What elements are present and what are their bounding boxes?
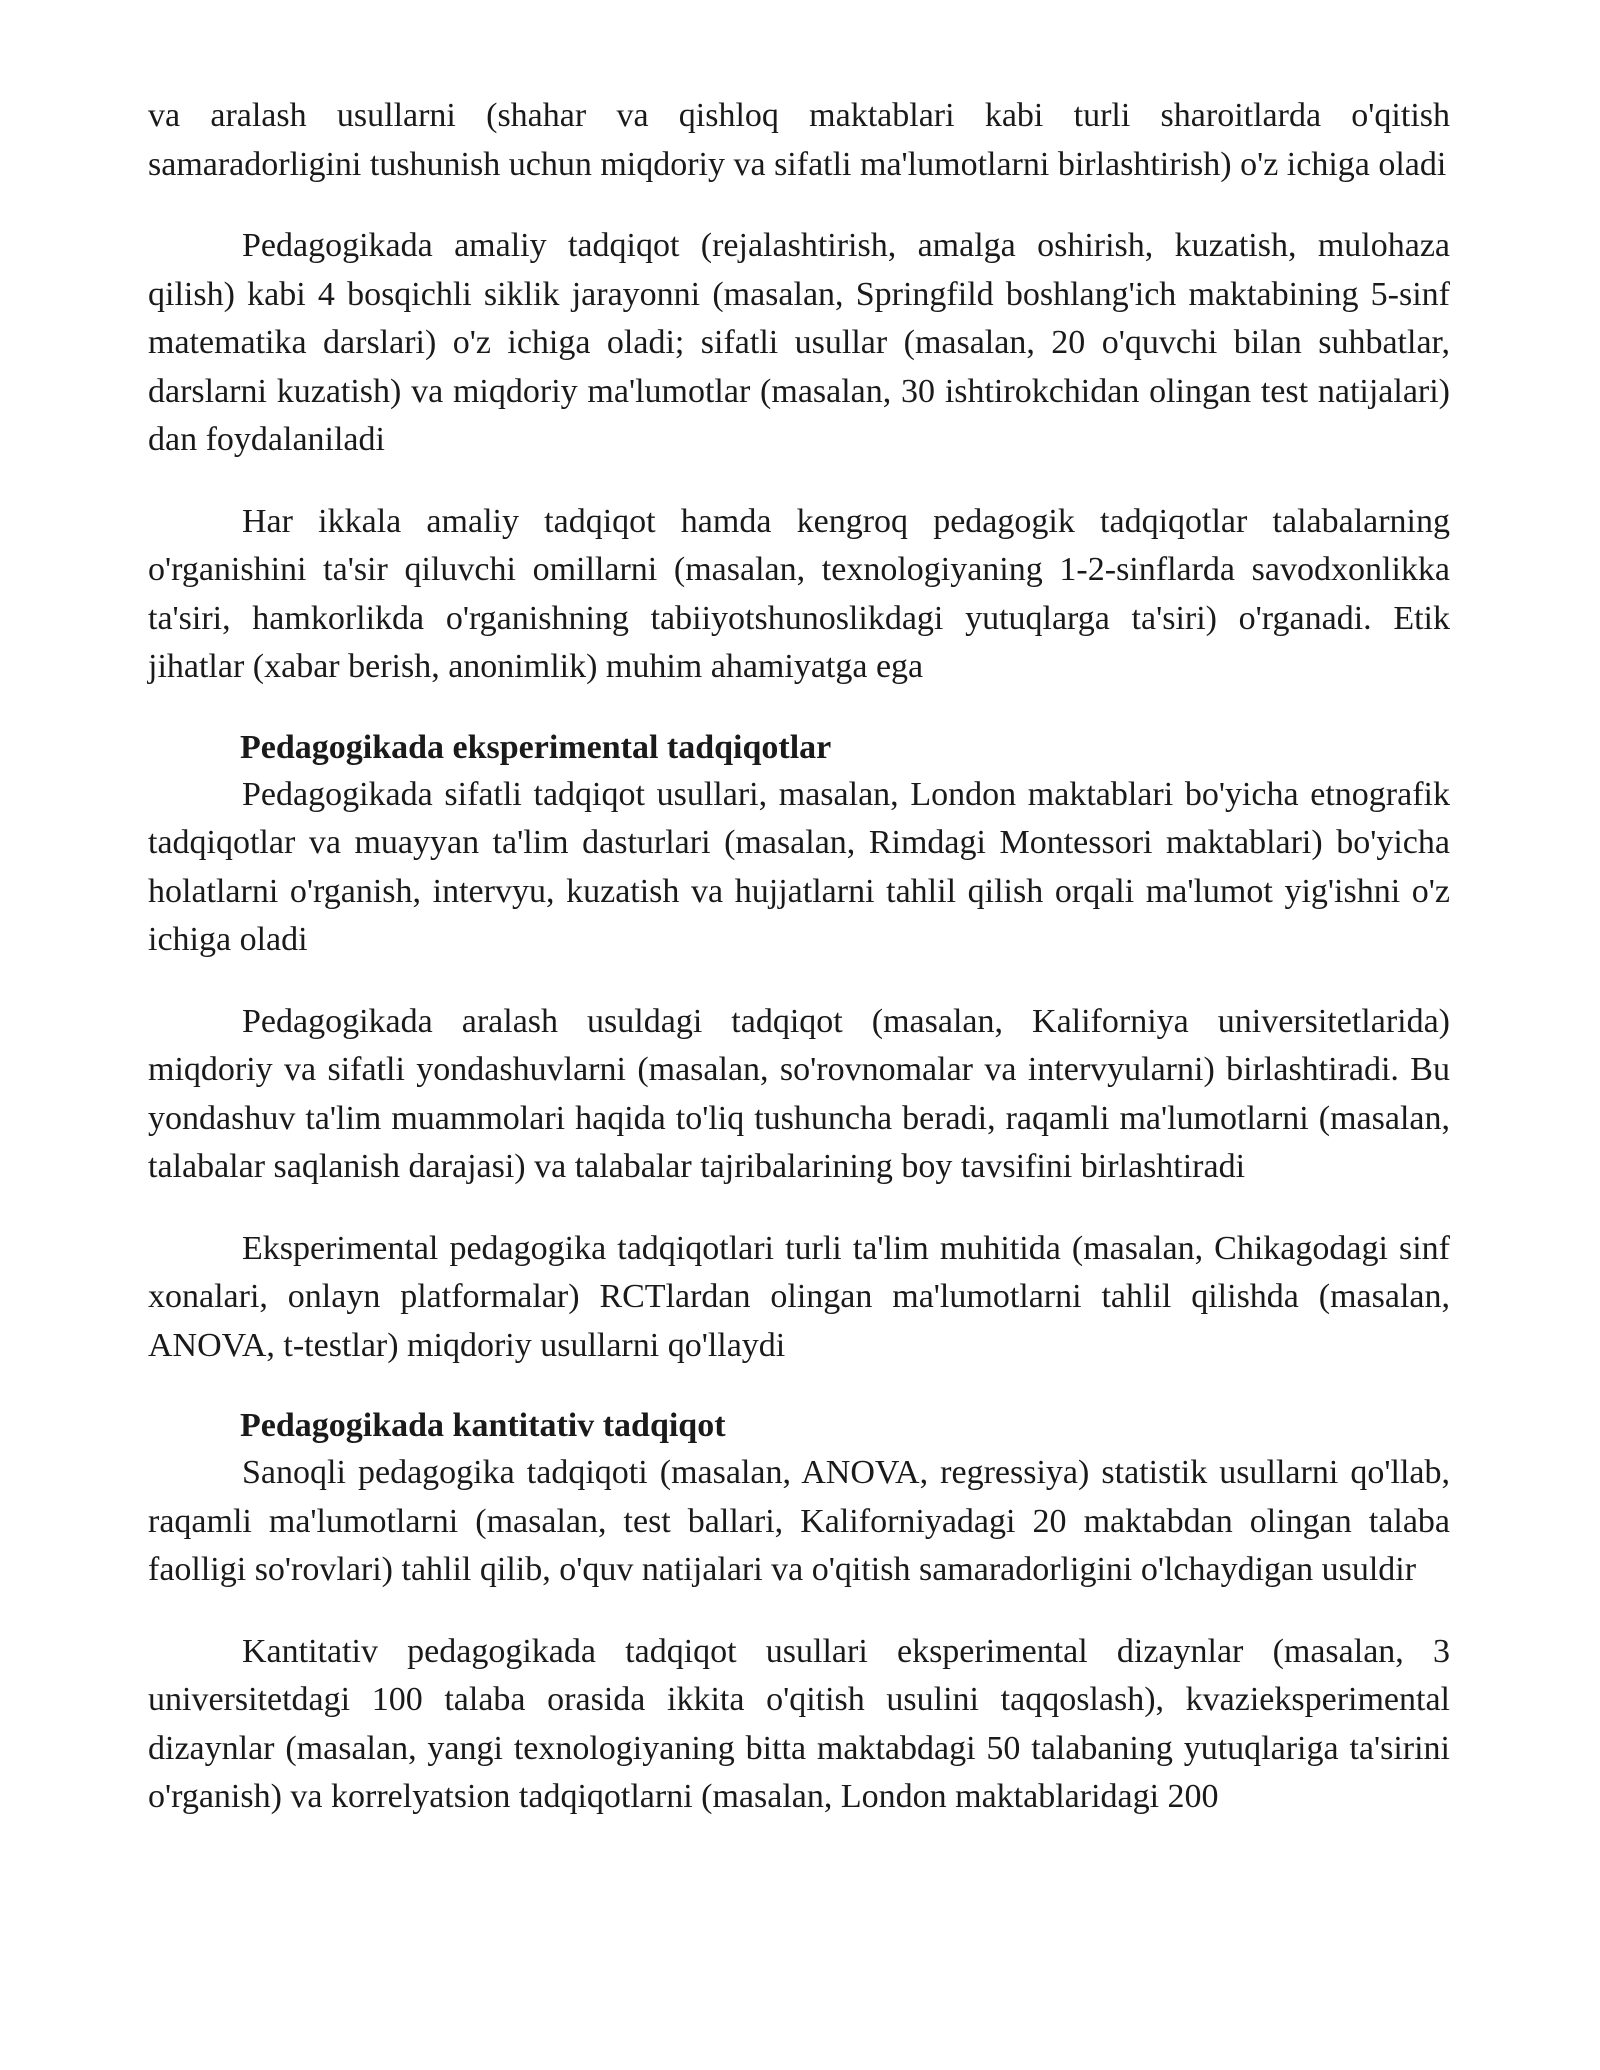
heading-quantitative-research: Pedagogikada kantitativ tadqiqot	[240, 1407, 726, 1444]
paragraph-qualitative-methods: Pedagogikada sifatli tadqiqot usullari, masalan, London maktablari bo'yicha etnografik tadqiqotlar va muayyan ta'lim dasturlari (masalan, Rimdagi Montessori maktablari) bo'yicha holatlarni o'rganish, intervyu, kuzatish va hujjatlarni tahlil qilish orqali ma'lumot yig'ishni o'z ichiga oladi	[148, 775, 1450, 958]
paragraph-factors-ethics: Har ikkala amaliy tadqiqot hamda kengroq pedagogik tadqiqotlar talabalarning o'rganishini ta'sir qiluvchi omillarni (masalan, texnologiyaning 1-2-sinflarda savodxonlikka ta'siri, hamkorlikda o'rganishning tabiiyotshunoslikdagi yutuqlarga ta'siri) o'rganadi. Etik jihatlar (xabar berish, anonimlik) muhim ahamiyatga ega	[148, 502, 1450, 685]
paragraph-mixed-methods-research: Pedagogikada aralash usuldagi tadqiqot (masalan, Kaliforniya universitetlarida) miqdoriy va sifatli yondashuvlarni (masalan, so'rovnomalar va intervyularni) birlashtiradi. Bu yondashuv ta'lim muammolari haqida to'liq tushuncha beradi, raqamli ma'lumotlarni (masalan, talabalar saqlanish darajasi) va talabalar tajribalarining boy tavsifini birlashtiradi	[148, 1002, 1450, 1185]
paragraph-action-research: Pedagogikada amaliy tadqiqot (rejalashtirish, amalga oshirish, kuzatish, mulohaza qilish) kabi 4 bosqichli siklik jarayonni (masalan, Springfild boshlang'ich maktabining 5-sinf matematika darslari) o'z ichiga oladi; sifatli usullar (masalan, 20 o'quvchi bilan suhbatlar, darslarni kuzatish) va miqdoriy ma'lumotlar (masalan, 30 ishtirokchidan olingan test natijalari) dan foydalaniladi	[148, 227, 1450, 458]
paragraph-mixed-methods-continued: va aralash usullarni (shahar va qishloq maktablari kabi turli sharoitlarda o'qitish samaradorligini tushunish uchun miqdoriy va sifatli ma'lumotlarni birlashtirish) o'z ichiga oladi	[148, 97, 1450, 183]
paragraph-numeric-research: Sanoqli pedagogika tadqiqoti (masalan, ANOVA, regressiya) statistik usullarni qo'llab, raqamli ma'lumotlarni (masalan, test ballari, Kaliforniyadagi 20 maktabdan olingan talaba faolligi so'rovlari) tahlil qilib, o'quv natijalari va o'qitish samaradorligini o'lchaydigan usuldir	[148, 1454, 1450, 1588]
paragraph-quantitative-designs: Kantitativ pedagogikada tadqiqot usullari eksperimental dizaynlar (masalan, 3 universitetdagi 100 talaba orasida ikkita o'qitish usulini taqqoslash), kvazieksperimental dizaynlar (masalan, yangi texnologiyaning bitta maktabdagi 50 talabaning yutuqlariga ta'sirini o'rganish) va korrelyatsion tadqiqotlarni (masalan, London maktablaridagi 200	[148, 1632, 1450, 1815]
paragraph-experimental-quantitative: Eksperimental pedagogika tadqiqotlari turli ta'lim muhitida (masalan, Chikagodagi sinf xonalari, onlayn platformalar) RCTlardan olingan ma'lumotlarni tahlil qilishda (masalan, ANOVA, t-testlar) miqdoriy usullarni qo'llaydi	[148, 1229, 1450, 1364]
document-page	[148, 92, 1450, 1855]
heading-experimental-research: Pedagogikada eksperimental tadqiqotlar	[240, 728, 832, 766]
